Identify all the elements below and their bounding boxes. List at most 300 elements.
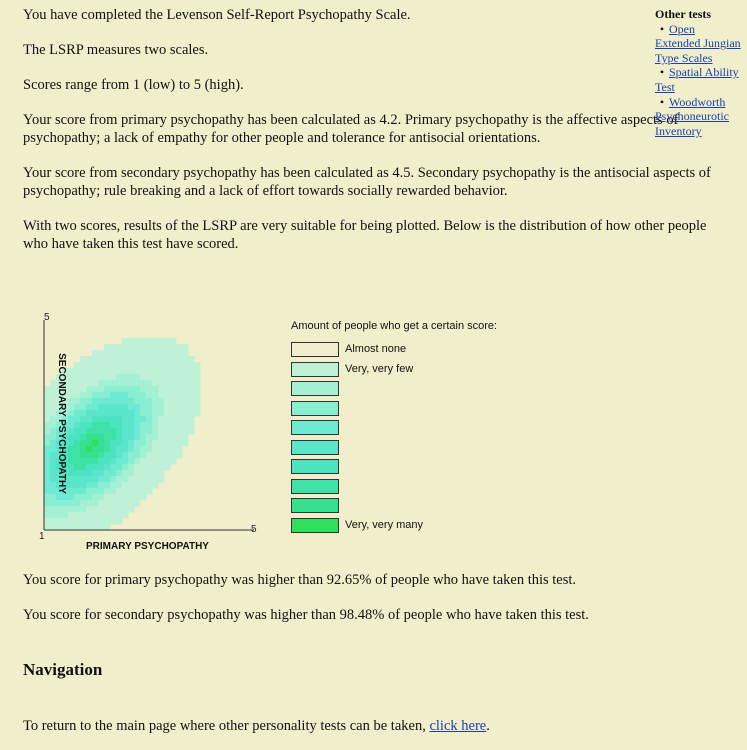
heatmap-cell [158, 344, 165, 351]
heatmap-cell [188, 368, 195, 375]
sidebar-item [655, 22, 743, 66]
heatmap-cell [176, 356, 183, 363]
heatmap-cell [44, 398, 51, 405]
heatmap-cell [134, 362, 141, 369]
heatmap-cell [68, 416, 75, 423]
heatmap-cell [68, 506, 75, 513]
heatmap-cell [80, 518, 87, 525]
heatmap-cell [158, 410, 165, 417]
heatmap-cell [98, 500, 105, 507]
heatmap-cell [80, 356, 87, 363]
heatmap-cell [110, 362, 117, 369]
heatmap-cell [128, 380, 135, 387]
heatmap-cell [170, 380, 177, 387]
heatmap-cell [104, 488, 111, 495]
heatmap-cell [122, 476, 129, 483]
heatmap-cell [68, 404, 75, 411]
heatmap-cell [116, 356, 123, 363]
heatmap-cell [80, 410, 87, 417]
heatmap-cell [74, 386, 81, 393]
heatmap-cell [104, 458, 111, 465]
heatmap-cell [110, 470, 117, 477]
heatmap-cell [86, 518, 93, 525]
heatmap-cell [116, 350, 123, 357]
heatmap-cell [158, 392, 165, 399]
heatmap-cell [68, 434, 75, 441]
heatmap-cell [116, 416, 123, 423]
other-tests-title: Other tests [655, 7, 712, 21]
heatmap-cell [74, 440, 81, 447]
heatmap-cell [50, 518, 57, 525]
link-jungian-type[interactable]: Open Extended Jungian Type Scales [655, 21, 741, 65]
x-tick-5: 5 [251, 524, 257, 535]
heatmap-cell [104, 362, 111, 369]
heatmap-cell [110, 506, 117, 513]
secondary-percentile-text: You score for secondary psychopathy was higher than 98.48% of people who have taken this test. [23, 607, 589, 623]
heatmap-cell [92, 464, 99, 471]
heatmap-cell [116, 500, 123, 507]
heatmap-cell [170, 350, 177, 357]
plot-intro-text: With two scores, results of the LSRP are very suitable for being plotted. Below is the distribution of how other people who have taken this test have scored. [23, 218, 707, 252]
heatmap-cell [86, 452, 93, 459]
heatmap-cell [86, 482, 93, 489]
heatmap-cell [158, 398, 165, 405]
heatmap-cell [110, 482, 117, 489]
heatmap-cell [44, 464, 51, 471]
heatmap-cell [128, 476, 135, 483]
heatmap-cell [68, 386, 75, 393]
heatmap-cell [44, 494, 51, 501]
heatmap-cell [92, 452, 99, 459]
heatmap-cell [140, 476, 147, 483]
heatmap-cell [164, 422, 171, 429]
heatmap-cell [50, 506, 57, 513]
heatmap-cell [98, 380, 105, 387]
heatmap-cell [140, 440, 147, 447]
heatmap-cell [170, 410, 177, 417]
heatmap-cell [92, 416, 99, 423]
heatmap-cell [158, 386, 165, 393]
heatmap-cell [170, 434, 177, 441]
heatmap-svg [38, 312, 270, 552]
x-axis-label: PRIMARY PSYCHOPATHY [86, 541, 209, 552]
heatmap-cell [44, 506, 51, 513]
heatmap-cell [104, 392, 111, 399]
heatmap-cell [98, 368, 105, 375]
heatmap-cell [188, 404, 195, 411]
heatmap-cell [116, 362, 123, 369]
heatmap-cell [74, 434, 81, 441]
heatmap-cell [74, 512, 81, 519]
heatmap-cell [92, 440, 99, 447]
heatmap-cell [164, 464, 171, 471]
legend-title: Amount of people who get a certain score: [291, 320, 498, 332]
heatmap-cell [182, 362, 189, 369]
heatmap-cell [62, 518, 69, 525]
heatmap-cell [116, 422, 123, 429]
heatmap-cell [80, 428, 87, 435]
heatmap-cell [128, 410, 135, 417]
heatmap-cell [140, 464, 147, 471]
heatmap-cell [74, 446, 81, 453]
heatmap-cell [92, 374, 99, 381]
link-spatial-ability[interactable]: Spatial Ability Test [655, 65, 739, 94]
heatmap-cell [110, 458, 117, 465]
heatmap-cell [194, 380, 201, 387]
heatmap-cell [104, 506, 111, 513]
heatmap-cell [44, 416, 51, 423]
heatmap-cell [110, 398, 117, 405]
heatmap-cell [98, 446, 105, 453]
heatmap-cell [140, 386, 147, 393]
heatmap-cell [170, 398, 177, 405]
heatmap-cell [140, 410, 147, 417]
heatmap-cell [104, 482, 111, 489]
heatmap-cell [68, 440, 75, 447]
heatmap-cell [182, 410, 189, 417]
heatmap-cell [188, 428, 195, 435]
heatmap-cell [182, 422, 189, 429]
heatmap-cell [122, 398, 129, 405]
heatmap-cell [68, 464, 75, 471]
heatmap-cell [182, 368, 189, 375]
heatmap-cell [110, 368, 117, 375]
heatmap-cell [164, 386, 171, 393]
main-page-link[interactable]: click here [429, 718, 487, 734]
heatmap-cell [74, 470, 81, 477]
heatmap-cell [122, 338, 129, 345]
heatmap-cell [122, 446, 129, 453]
heatmap-cell [92, 404, 99, 411]
heatmap-cell [74, 458, 81, 465]
heatmap-cell [86, 446, 93, 453]
heatmap-cell [104, 368, 111, 375]
heatmap-cell [98, 482, 105, 489]
link-woodworth[interactable]: Woodworth Psychoneurotic Inventory [655, 94, 729, 138]
heatmap-cell [122, 386, 129, 393]
heatmap-cell [182, 380, 189, 387]
heatmap-cell [92, 428, 99, 435]
heatmap-cell [170, 338, 177, 345]
heatmap-cell [104, 446, 111, 453]
sidebar-item [655, 65, 743, 94]
heatmap-cell [146, 386, 153, 393]
heatmap-cell [98, 434, 105, 441]
heatmap-cell [152, 470, 159, 477]
heatmap-cell [86, 362, 93, 369]
heatmap-cell [80, 416, 87, 423]
heatmap-cell [140, 374, 147, 381]
heatmap-cell [188, 392, 195, 399]
heatmap-cell [170, 344, 177, 351]
heatmap-cell [176, 368, 183, 375]
heatmap-cell [194, 410, 201, 417]
heatmap-cell [110, 452, 117, 459]
heatmap-cell [158, 404, 165, 411]
heatmap-cell [104, 416, 111, 423]
heatmap-cell [164, 458, 171, 465]
heatmap-cell [146, 458, 153, 465]
heatmap-cell [92, 398, 99, 405]
heatmap-cell [170, 422, 177, 429]
heatmap-cell [74, 362, 81, 369]
heatmap-cell [170, 356, 177, 363]
heatmap-cell [98, 422, 105, 429]
legend-swatch [291, 381, 339, 396]
heatmap-cell [86, 410, 93, 417]
heatmap-cell [116, 488, 123, 495]
heatmap-cell [176, 404, 183, 411]
heatmap-cell [128, 482, 135, 489]
heatmap-cell [146, 446, 153, 453]
heatmap-cell [140, 494, 147, 501]
heatmap-cell [104, 350, 111, 357]
heatmap-cell [44, 428, 51, 435]
heatmap-cell [122, 356, 129, 363]
legend-swatch [291, 401, 339, 416]
heatmap-cell [146, 422, 153, 429]
heatmap-cell [86, 404, 93, 411]
heatmap-cell [128, 494, 135, 501]
heatmap-cell [116, 512, 123, 519]
heatmap-cell [134, 458, 141, 465]
heatmap-cell [68, 428, 75, 435]
heatmap-cell [152, 440, 159, 447]
legend-swatch [291, 479, 339, 494]
heatmap-cell [128, 392, 135, 399]
x-tick-1: 1 [39, 531, 45, 542]
heatmap-cell [170, 392, 177, 399]
heatmap-cell [86, 506, 93, 513]
heatmap-cell [80, 380, 87, 387]
heatmap-cell [80, 512, 87, 519]
heatmap-cell [128, 488, 135, 495]
heatmap-cell [104, 512, 111, 519]
heatmap-cell [152, 404, 159, 411]
heatmap-cell [146, 380, 153, 387]
heatmap-cell [176, 374, 183, 381]
heatmap-cell [110, 446, 117, 453]
heatmap-cell [74, 410, 81, 417]
heatmap-cell [44, 452, 51, 459]
heatmap-cell [182, 440, 189, 447]
heatmap-cell [98, 518, 105, 525]
primary-score-text: Your score from primary psychopathy has been calculated as 4.2. Primary psychopathy is the affective aspects of psychopathy; a lack of empathy for other people and tolerance for antisocial orientations. [23, 112, 679, 146]
heatmap-cell [68, 476, 75, 483]
heatmap-cell [122, 416, 129, 423]
heatmap-cell [146, 392, 153, 399]
heatmap-cell [140, 338, 147, 345]
heatmap-cell [128, 506, 135, 513]
heatmap-cell [122, 380, 129, 387]
y-tick-5: 5 [44, 312, 50, 323]
heatmap-cell [68, 392, 75, 399]
heatmap-cell [116, 428, 123, 435]
heatmap-cell [170, 386, 177, 393]
heatmap-cell [152, 464, 159, 471]
heatmap-cell [44, 518, 51, 525]
heatmap-cell [92, 380, 99, 387]
heatmap-cell [92, 512, 99, 519]
heatmap-cell [80, 452, 87, 459]
heatmap-cell [146, 482, 153, 489]
heatmap-cell [122, 512, 129, 519]
heatmap-cell [194, 386, 201, 393]
heatmap-cell [110, 410, 117, 417]
heatmap-cell [110, 512, 117, 519]
heatmap-cell [116, 518, 123, 525]
heatmap-cell [164, 338, 171, 345]
heatmap-cell [92, 470, 99, 477]
heatmap-cell [152, 350, 159, 357]
heatmap-cell [86, 416, 93, 423]
heatmap-cell [110, 494, 117, 501]
heatmap-cell [110, 464, 117, 471]
heatmap-cell [146, 350, 153, 357]
heatmap-cell [80, 404, 87, 411]
heatmap-cell [182, 386, 189, 393]
heatmap-cell [110, 488, 117, 495]
heatmap-cell [116, 476, 123, 483]
heatmap-cell [110, 476, 117, 483]
heatmap-cell [122, 452, 129, 459]
heatmap-cell [80, 374, 87, 381]
heatmap-cell [134, 440, 141, 447]
heatmap-cell [92, 410, 99, 417]
heatmap-cell [56, 506, 63, 513]
heatmap-cell [44, 476, 51, 483]
heatmap-cell [80, 440, 87, 447]
heatmap-cell [152, 368, 159, 375]
heatmap-cell [86, 374, 93, 381]
heatmap-cell [104, 374, 111, 381]
heatmap-cell [104, 470, 111, 477]
heatmap-cell [122, 458, 129, 465]
heatmap-cell [158, 416, 165, 423]
heatmap-cell [68, 500, 75, 507]
heatmap-cell [56, 500, 63, 507]
heatmap-cell [80, 368, 87, 375]
heatmap-cell [140, 428, 147, 435]
navigation-heading: Navigation [23, 660, 103, 679]
heatmap-cell [116, 482, 123, 489]
heatmap-cell [116, 410, 123, 417]
heatmap-cell [44, 458, 51, 465]
heatmap-cell [194, 368, 201, 375]
heatmap-cell [128, 434, 135, 441]
heatmap-cell [122, 506, 129, 513]
heatmap-cell [92, 386, 99, 393]
heatmap-cell [80, 398, 87, 405]
heatmap-cell [188, 374, 195, 381]
heatmap-cell [110, 428, 117, 435]
heatmap-cell [116, 470, 123, 477]
heatmap-cell [134, 368, 141, 375]
heatmap-cell [128, 422, 135, 429]
heatmap-cell [176, 416, 183, 423]
legend-label: Very, very many [345, 518, 424, 531]
heatmap-cell [140, 350, 147, 357]
heatmap-cell [110, 386, 117, 393]
heatmap-cell [86, 386, 93, 393]
heatmap-cell [110, 434, 117, 441]
heatmap-cell [128, 374, 135, 381]
heatmap-cell [128, 458, 135, 465]
heatmap-cell [164, 404, 171, 411]
heatmap-cell [122, 392, 129, 399]
heatmap-cell [92, 458, 99, 465]
heatmap-cell [44, 434, 51, 441]
heatmap-cell [140, 368, 147, 375]
heatmap-cell [128, 470, 135, 477]
heatmap-cell [146, 398, 153, 405]
heatmap-cell [164, 344, 171, 351]
heatmap-cell [86, 380, 93, 387]
legend-label: Very, very few [345, 362, 414, 375]
heatmap-cell [158, 368, 165, 375]
heatmap-cell [44, 422, 51, 429]
heatmap-cell [68, 374, 75, 381]
heatmap-cell [68, 518, 75, 525]
heatmap-cell [182, 434, 189, 441]
heatmap-cell [104, 404, 111, 411]
heatmap-cell [92, 500, 99, 507]
heatmap-cell [122, 428, 129, 435]
heatmap-cell [104, 344, 111, 351]
heatmap-cell [98, 440, 105, 447]
heatmap-cell [134, 404, 141, 411]
heatmap-cell [122, 464, 129, 471]
heatmap-cell [62, 494, 69, 501]
legend-swatch [291, 420, 339, 435]
heatmap-cell [188, 410, 195, 417]
heatmap-cell [68, 452, 75, 459]
heatmap-cell [134, 482, 141, 489]
heatmap-cell [110, 500, 117, 507]
heatmap-cell [152, 422, 159, 429]
heatmap-cell [134, 476, 141, 483]
heatmap-cell [104, 398, 111, 405]
heatmap-cell [74, 374, 81, 381]
heatmap-cell [92, 368, 99, 375]
heatmap-cell [140, 488, 147, 495]
heatmap-cell [152, 392, 159, 399]
heatmap-cell [164, 398, 171, 405]
range-text: Scores range from 1 (low) to 5 (high). [23, 77, 244, 93]
heatmap-cell [158, 428, 165, 435]
heatmap-cell [68, 470, 75, 477]
heatmap-cell [110, 356, 117, 363]
heatmap-cell [128, 428, 135, 435]
other-tests-sidebar [655, 7, 743, 138]
heatmap-cell [98, 416, 105, 423]
heatmap-cell [116, 458, 123, 465]
heatmap-cell [152, 416, 159, 423]
heatmap-cell [44, 404, 51, 411]
heatmap-cell [98, 356, 105, 363]
heatmap-cell [134, 410, 141, 417]
heatmap-cell [98, 398, 105, 405]
primary-percentile-text: You score for primary psychopathy was higher than 92.65% of people who have taken this test. [23, 572, 577, 588]
heatmap-cell [146, 374, 153, 381]
heatmap-cell [146, 368, 153, 375]
heatmap-cell [188, 416, 195, 423]
heatmap-cell [68, 512, 75, 519]
heatmap-cell [86, 356, 93, 363]
heatmap-cell [152, 476, 159, 483]
heatmap-cell [158, 374, 165, 381]
heatmap-cell [92, 482, 99, 489]
